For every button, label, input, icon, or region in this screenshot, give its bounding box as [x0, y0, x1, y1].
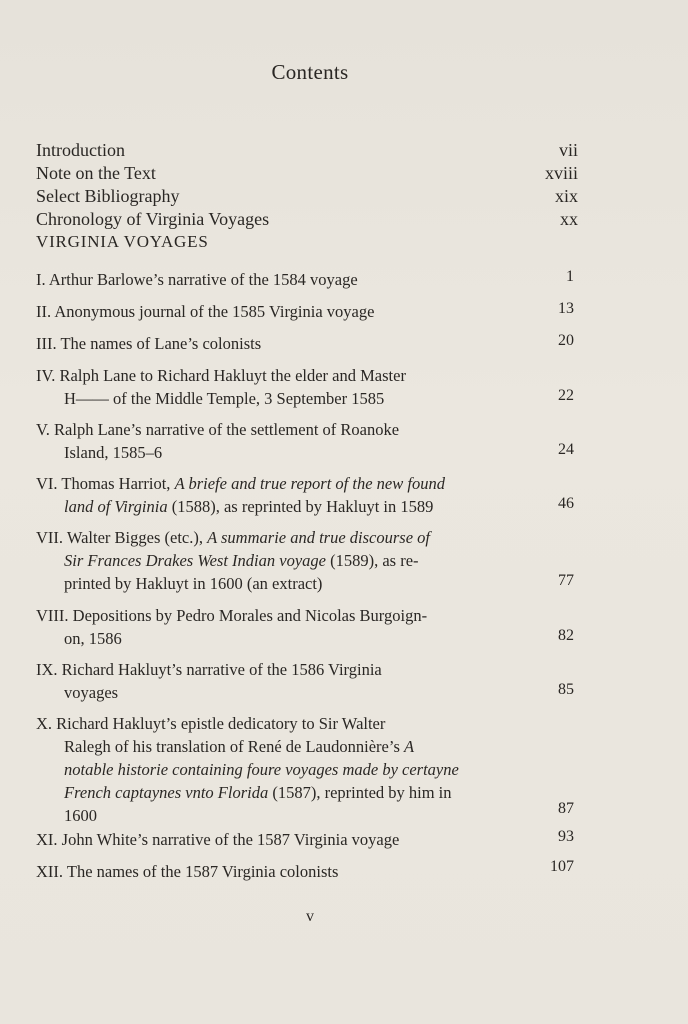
entry-number: II.: [36, 302, 52, 321]
entry-title-italic: A summarie and true discourse of: [207, 528, 431, 547]
entry-text: John White’s narrative of the 1587 Virginia voyage: [61, 830, 400, 849]
entry-number: IV.: [36, 366, 56, 385]
entry-text: Walter Bigges (etc.),: [66, 528, 208, 547]
toc-entry: [36, 526, 430, 595]
front-matter-item: [36, 140, 578, 164]
entry-text: Ralph Lane to Richard Hakluyt the elder and Master: [59, 366, 406, 385]
front-matter-page: xix: [554, 186, 578, 206]
toc-entry: [36, 418, 399, 464]
entry-title-italic: Sir Frances Drakes West Indian voyage: [64, 551, 326, 570]
entry-number: V.: [36, 420, 50, 439]
entry-page: 107: [550, 858, 574, 875]
entry-page: 20: [558, 332, 574, 349]
entry-title-italic: A briefe and true report of the new found: [174, 474, 445, 493]
entry-number: XI.: [36, 830, 58, 849]
front-matter-label: Chronology of Virginia Voyages: [36, 209, 270, 229]
front-matter-item: [36, 163, 578, 187]
entry-text: Depositions by Pedro Morales and Nicolas Burgoign-: [72, 606, 428, 625]
entry-text: Ralegh of his translation of René de Laudonnière’s: [64, 737, 404, 756]
entry-number: VI.: [36, 474, 58, 493]
entry-title-italic: French captaynes vnto Florida: [64, 783, 269, 802]
entry-text: H—— of the Middle Temple, 3 September 1585: [64, 389, 385, 408]
front-matter-label: Select Bibliography: [36, 186, 180, 206]
toc-entry: [36, 472, 445, 518]
entry-text: Island, 1585–6: [64, 443, 163, 462]
entry-text: Richard Hakluyt’s narrative of the 1586 Virginia: [61, 660, 382, 679]
page-title: Contents: [271, 60, 349, 84]
entry-page: 13: [558, 300, 574, 317]
entry-text: The names of the 1587 Virginia colonists: [66, 862, 339, 881]
entry-text: (1589), as re-: [325, 551, 419, 570]
toc-entry: [36, 604, 427, 650]
toc-entry: [36, 712, 459, 827]
entry-page: 77: [558, 572, 574, 589]
front-matter-page: xx: [560, 209, 578, 229]
entry-page: 1: [566, 268, 574, 285]
entry-text: Anonymous journal of the 1585 Virginia voyage: [54, 302, 375, 321]
entry-title-italic: land of Virginia: [64, 497, 168, 516]
entry-number: IX.: [36, 660, 58, 679]
entry-text: The names of Lane’s colonists: [60, 334, 262, 353]
entry-title-italic: A: [404, 737, 415, 756]
entry-title-italic: notable historie containing foure voyages made by certayne: [64, 760, 459, 779]
entry-number: I.: [36, 270, 46, 289]
toc-entry: [36, 268, 358, 291]
front-matter-item: [36, 209, 578, 233]
page-folio: v: [306, 908, 314, 925]
toc-entry: [36, 828, 399, 851]
entry-text: (1587), reprinted by him in: [268, 783, 452, 802]
entry-page: 85: [558, 681, 574, 698]
toc-entry: [36, 300, 374, 323]
entry-text: Thomas Harriot,: [61, 474, 175, 493]
entry-page: 24: [558, 441, 574, 458]
entry-page: 82: [558, 627, 574, 644]
entry-text: Arthur Barlowe’s narrative of the 1584 voyage: [48, 270, 358, 289]
toc-entry: [36, 860, 338, 883]
entry-text: on, 1586: [64, 629, 122, 648]
front-matter-item: [36, 186, 578, 210]
front-matter-page: xviii: [544, 163, 578, 183]
entry-text: Richard Hakluyt’s epistle dedicatory to Sir Walter: [56, 714, 386, 733]
toc-entry: [36, 658, 382, 704]
toc-entry: [36, 364, 406, 410]
entry-page: 22: [558, 387, 574, 404]
front-matter-page: vii: [558, 140, 578, 160]
entry-text: voyages: [64, 683, 119, 702]
entry-text: Ralph Lane’s narrative of the settlement of Roanoke: [54, 420, 400, 439]
front-matter-label: Note on the Text: [36, 163, 156, 183]
entry-text: 1600: [64, 806, 97, 825]
front-matter-label: Introduction: [36, 140, 125, 160]
entry-number: VIII.: [36, 606, 69, 625]
entry-text: (1588), as reprinted by Hakluyt in 1589: [167, 497, 434, 516]
entry-number: VII.: [36, 528, 64, 547]
entry-text: printed by Hakluyt in 1600 (an extract): [64, 574, 323, 593]
entry-page: 46: [558, 495, 574, 512]
toc-entry: [36, 332, 261, 355]
entry-page: 87: [558, 800, 574, 817]
entry-number: XII.: [36, 862, 64, 881]
entry-number: X.: [36, 714, 53, 733]
section-heading: VIRGINIA VOYAGES: [36, 232, 209, 251]
entry-number: III.: [36, 334, 57, 353]
entry-page: 93: [558, 828, 574, 845]
